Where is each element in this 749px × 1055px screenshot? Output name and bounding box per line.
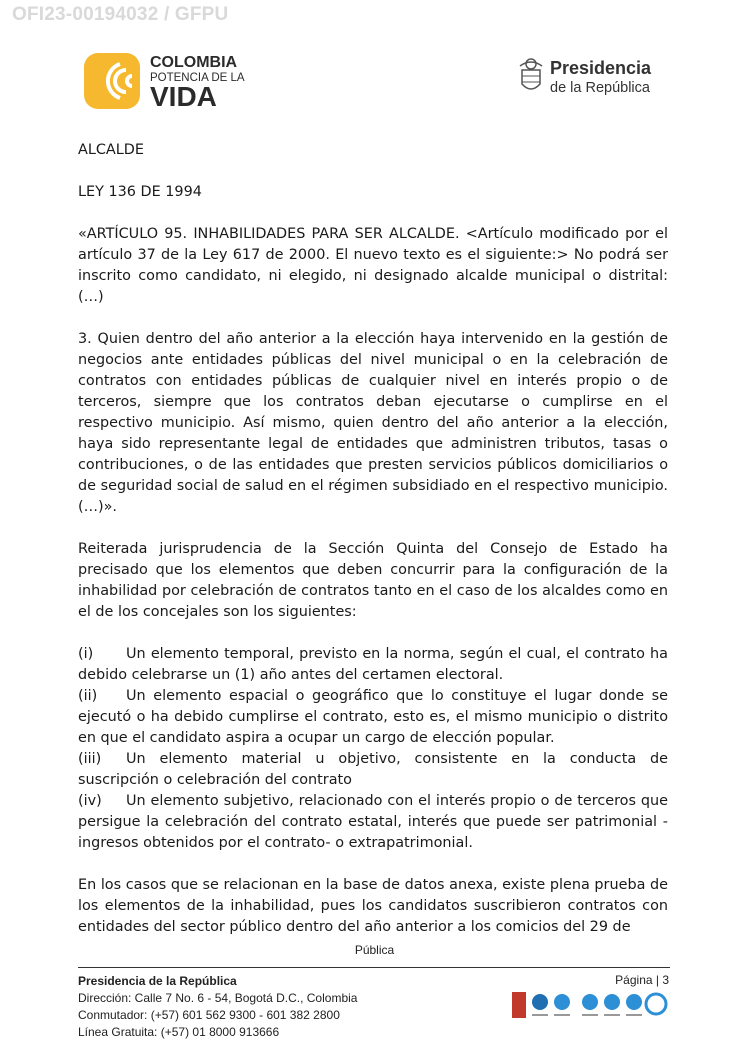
footer-contact-block — [78, 973, 357, 1041]
page-number: Página | 3 — [615, 973, 669, 987]
footer-divider — [78, 967, 670, 968]
list-item-text: Un elemento temporal, previsto en la norma, según el cual, el contrato ha debido celebrarse un (1) año antes del certamen electoral. — [78, 646, 668, 683]
document-code-watermark: OFI23-00194032 / GFPU — [12, 4, 229, 25]
logo-line-presidencia: Presidencia — [550, 58, 652, 78]
list-item-number: (iii) — [78, 751, 102, 767]
list-item-number: (ii) — [78, 688, 98, 704]
list-item-number: (iv) — [78, 793, 102, 809]
jurisprudence-paragraph: Reiterada jurisprudencia de la Sección Quinta del Consejo de Estado ha precisado que los elementos que deben concurrir para la configuración de la inhabilidad por celebración de contratos tanto en el caso de los alcaldes como en el de los concejales son los siguientes: — [78, 541, 668, 620]
section-heading-alcalde: ALCALDE — [78, 142, 144, 158]
list-item — [78, 791, 668, 854]
coat-of-arms-icon — [520, 59, 542, 89]
certification-seals-icon — [510, 990, 670, 1022]
article-95-quote: «ARTÍCULO 95. INHABILIDADES PARA SER ALCALDE. <Artículo modificado por el artículo 37 de la Ley 617 de 2000. El nuevo texto es el siguiente:> No podrá ser inscrito como candidato, ni elegido, ni designado alcalde municipal o distrital: (…) — [78, 226, 668, 305]
logo-line-colombia: COLOMBIA — [150, 54, 238, 71]
logo-line-vida: VIDA — [150, 81, 217, 112]
article-95-numeral-3: 3. Quien dentro del año anterior a la elección haya intervenido en la gestión de negocios ante entidades públicas del nivel municipal o en la celebración de contratos con entidades públicas de cualquier nivel en interés propio o de terceros, siempre que los contratos deban ejecutarse o cumplirse en el respectivo municipio. Así mismo, quien dentro del año anterior a la elección, haya sido representante legal de entidades que administren tributos, tasas o contribuciones, o de las entidades que presten servicios públicos domiciliarios o de seguridad social de salud en el régimen subsidiado en el respectivo municipio. (…)». — [78, 331, 668, 515]
footer-toll-free: Línea Gratuita: (+57) 01 8000 913666 — [78, 1025, 280, 1039]
footer-organization: Presidencia de la República — [78, 974, 237, 988]
logo-line-potencia: POTENCIA DE LA — [150, 72, 245, 84]
presidencia-republica-logo — [516, 54, 676, 100]
list-item — [78, 686, 668, 749]
evidence-paragraph: En los casos que se relacionan en la base de datos anexa, existe plena prueba de los elementos de la inhabilidad, pues los candidatos suscribieron contratos con entidades del sector público dentro del año anterior a los comicios del 29 de — [78, 877, 668, 935]
list-item-number: (i) — [78, 646, 94, 662]
list-item — [78, 749, 668, 791]
list-item-text: Un elemento espacial o geográfico que lo constituye el lugar donde se ejecutó o ha debido cumplirse el contrato, esto es, el mismo municipio o distrito en que el candidato aspira a ocupar un cargo de elección popular. — [78, 688, 668, 746]
document-body — [78, 140, 668, 938]
footer-address: Dirección: Calle 7 No. 6 - 54, Bogotá D.C., Colombia — [78, 991, 358, 1005]
list-item — [78, 644, 668, 686]
footer-phone: Conmutador: (+57) 601 562 9300 - 601 382 2800 — [78, 1008, 340, 1022]
logo-line-republica: de la República — [550, 80, 650, 96]
list-item-text: Un elemento subjetivo, relacionado con el interés propio o de terceros que persigue la celebración del contrato estatal, interés que puede ser patrimonial - ingresos obtenidos por el contrato- o extrapatrimonial. — [78, 793, 668, 851]
law-reference-heading: LEY 136 DE 1994 — [78, 184, 202, 200]
list-item-text: Un elemento material u objetivo, consistente en la conducta de suscripción o celebración del contrato — [78, 751, 668, 788]
elements-list — [78, 644, 668, 854]
colombia-potencia-de-la-vida-logo — [80, 50, 270, 112]
classification-label: Pública — [354, 943, 395, 957]
